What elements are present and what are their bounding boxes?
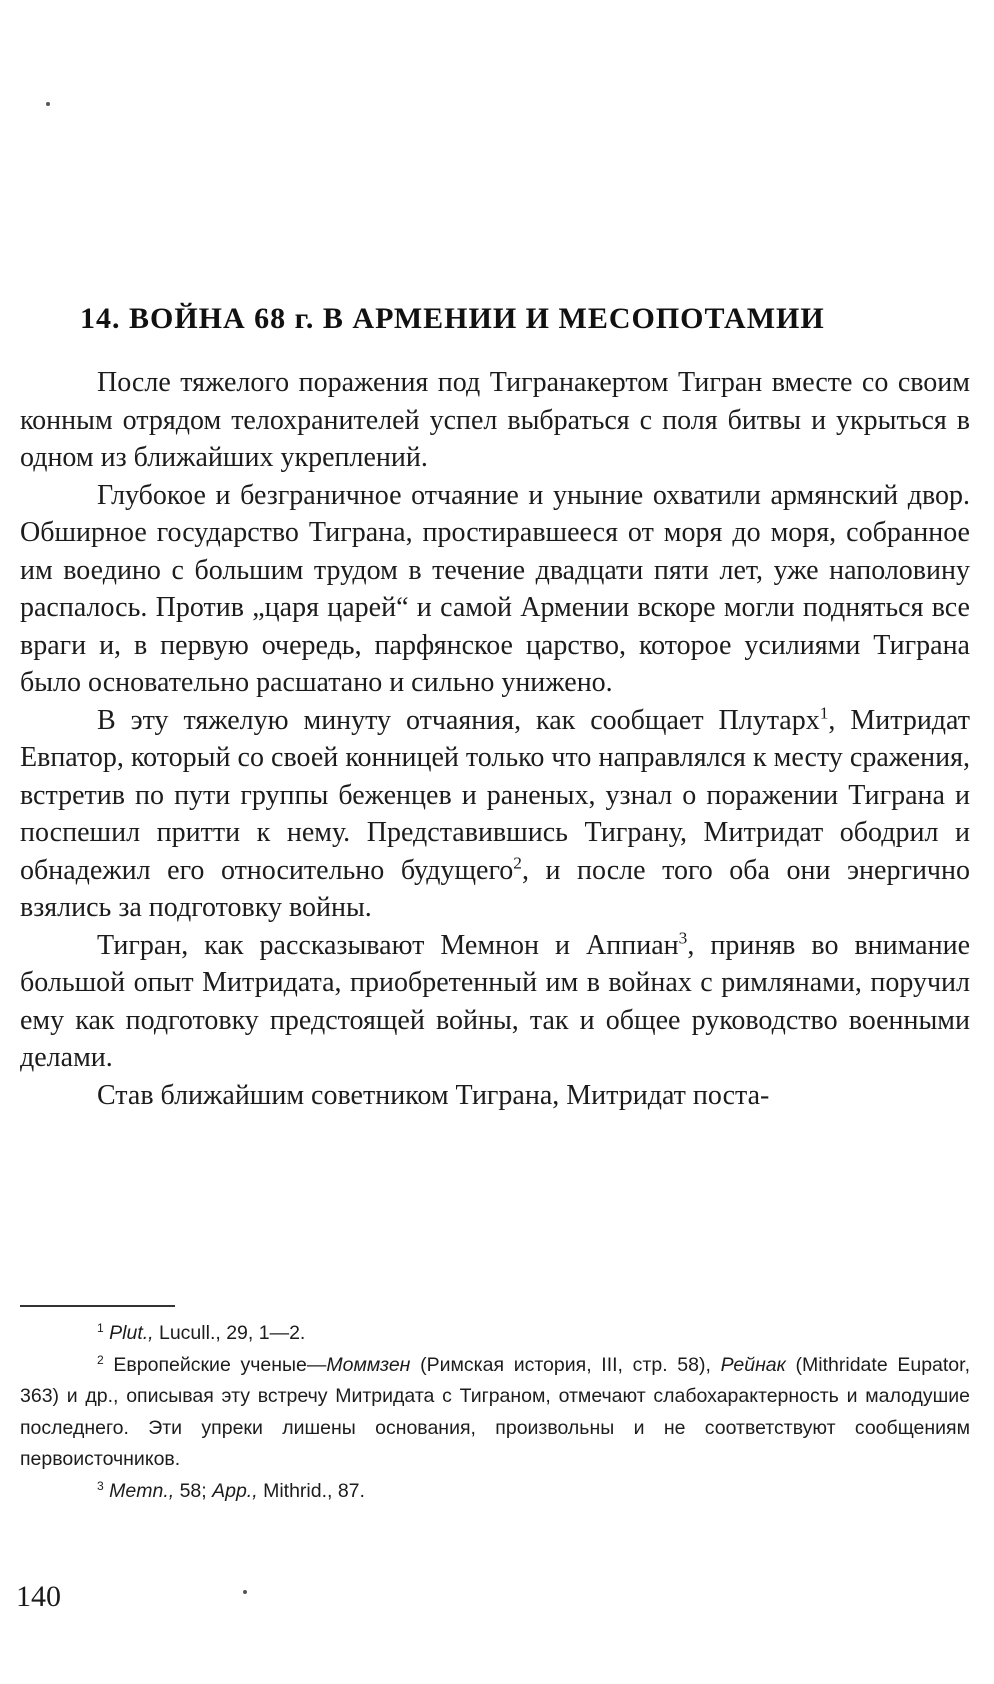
chapter-heading <box>80 302 920 336</box>
scan-speck <box>243 1590 247 1594</box>
footnotes <box>20 1318 970 1507</box>
paragraph: Став ближайшим советником Тиграна, Митридат поста- <box>97 1079 770 1111</box>
footnote-ref: 2 <box>513 853 522 873</box>
scan-speck <box>46 102 50 106</box>
footnote-divider <box>20 1305 175 1307</box>
paragraph: Глубокое и безграничное отчаяние и уныние охватили армянский двор. Обширное государство Тиграна, простиравшееся от моря до моря, собранное им воедино с большим трудом в течение двадцати пяти лет, уже наполовину распалось. Против „царя царей“ и самой Армении вскоре могли подняться все враги и, в первую очередь, парфянское царство, которое усилиями Тиграна было основательно расшатано и сильно унижено. <box>20 479 970 698</box>
footnote: $^1$ Plut., Lucull., 29, 1—2. <box>97 1320 306 1344</box>
main-text <box>20 364 970 1114</box>
footnote-mark: 2 <box>97 1352 104 1367</box>
paragraph: После тяжелого поражения под Тигранакертом Тигран вместе со своим конным отрядом телохранителей успел выбраться с поля битвы и укрыться в одном из ближайших укреплений. <box>20 367 970 473</box>
footnote-ref: 1 <box>819 703 829 723</box>
chapter-number: 14. <box>80 302 121 335</box>
paragraph: В эту тяжелую минуту отчаяния, как сообщает Плутарх$^1$, Митридат Евпатор, который со своей конницей только что направлялся к месту сражения, встретив по пути группы беженцев и раненых, узнал о поражении Тиграна и поспешил притти к нему. Представившись Тиграну, Митридат ободрил и обнадежил его относительно будущего$^2$, и после того оба они энергично взялись за подготовку войны. <box>20 703 970 923</box>
footnote-ref: 3 <box>678 928 688 948</box>
footnote: $^2$ Европейские ученые—Моммзен (Римская история, III, стр. 58), Рейнак (Mithridate Eupator, 363) и др., описывая эту встречу Митридата с Тиграном, отмечают слабохарактерность и малодушие последнего. Эти упреки лишены основания, произвольны и не соответствуют сообщениям первоисточников. <box>20 1352 970 1470</box>
footnote-mark: 1 <box>97 1320 104 1335</box>
footnote-mark: 3 <box>97 1478 104 1493</box>
footnote: $^3$ Memn., 58; App., Mithrid., 87. <box>97 1478 365 1502</box>
chapter-title: ВОЙНА 68 г. В АРМЕНИИ И МЕСОПОТАМИИ <box>129 302 825 335</box>
paragraph: Тигран, как рассказывают Мемнон и Аппиан$^3$, приняв во внимание большой опыт Митридата, приобретенный им в войнах с римлянами, поручил ему как подготовку предстоящей войны, так и общее руководство военными делами. <box>20 928 971 1073</box>
page-number: 140 <box>16 1580 61 1613</box>
